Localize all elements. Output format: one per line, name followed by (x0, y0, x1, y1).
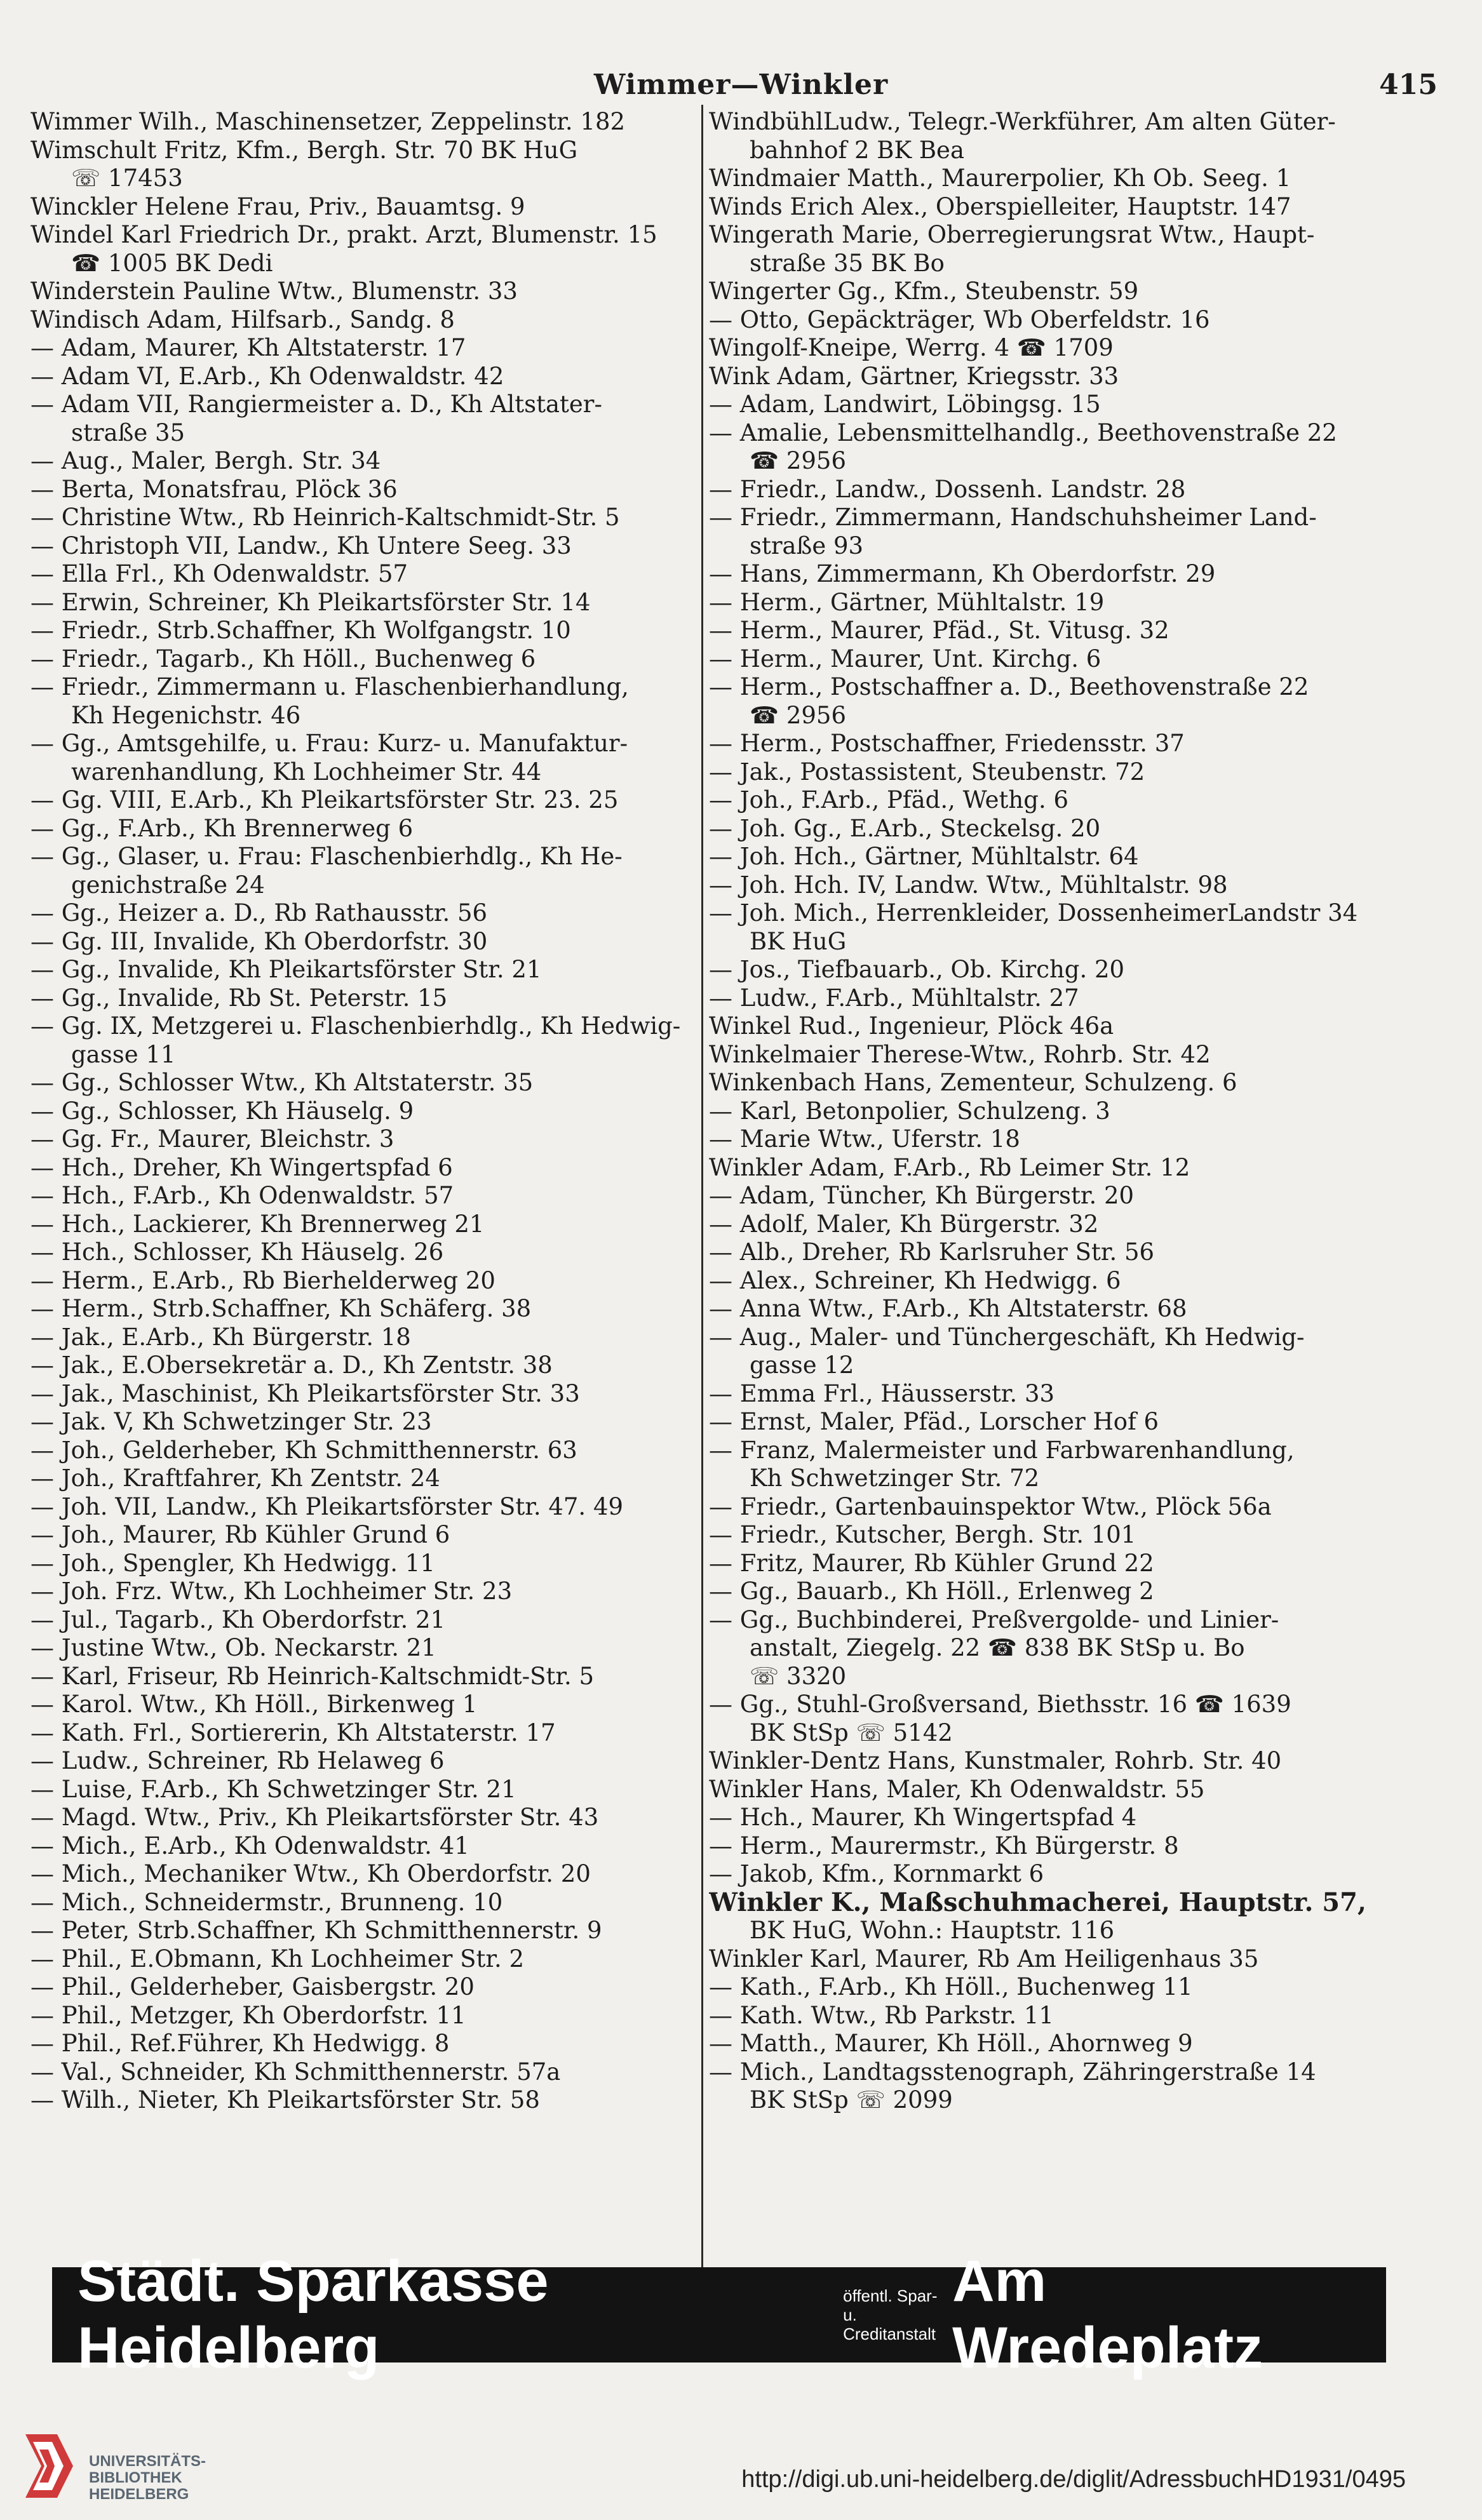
directory-entry: — Herm., Postschaffner, Friedensstr. 37 (709, 730, 1185, 757)
directory-entry: — Mich., Mechaniker Wtw., Kh Oberdorfstr. 20 (30, 1860, 591, 1887)
directory-entry: — Jak., E.Arb., Kh Bürgerstr. 18 (30, 1323, 411, 1351)
banner-small-line-1: öffentl. Spar- u. (843, 2286, 938, 2324)
directory-entry: — Gg., Amtsgehilfe, u. Frau: Kurz- u. Manufaktur- (30, 730, 628, 757)
directory-entry: gasse 11 (71, 1040, 176, 1068)
directory-entry: — Gg., F.Arb., Kh Brennerweg 6 (30, 814, 414, 842)
banner-address: Am Wredeplatz (952, 2249, 1263, 2380)
directory-entry: — Herm., Gärtner, Mühltalstr. 19 (709, 588, 1105, 616)
directory-entry: — Adam, Maurer, Kh Altstaterstr. 17 (30, 334, 466, 361)
directory-entry: — Gg., Invalide, Rb St. Peterstr. 15 (30, 984, 448, 1012)
directory-entry: — Gg., Stuhl-Großversand, Biethsstr. 16 ☎ 1639 (709, 1691, 1291, 1718)
directory-entry: — Wilh., Nieter, Kh Pleikartsförster Str. 58 (30, 2086, 540, 2114)
directory-entry: — Marie Wtw., Uferstr. 18 (709, 1125, 1020, 1153)
directory-entry: — Gg., Invalide, Kh Pleikartsförster Str. 21 (30, 956, 542, 983)
directory-entry: straße 93 (750, 532, 864, 560)
directory-entry: — Aug., Maler, Bergh. Str. 34 (30, 447, 381, 474)
directory-entry: — Hch., F.Arb., Kh Odenwaldstr. 57 (30, 1182, 454, 1209)
directory-entry: Wink Adam, Gärtner, Kriegsstr. 33 (709, 362, 1119, 390)
directory-entry: — Herm., Maurer, Unt. Kirchg. 6 (709, 645, 1101, 673)
directory-entry: — Jakob, Kfm., Kornmarkt 6 (709, 1860, 1044, 1887)
directory-entry: BK HuG (750, 927, 847, 955)
directory-entry: — Phil., E.Obmann, Kh Lochheimer Str. 2 (30, 1945, 525, 1973)
directory-entry: — Jos., Tiefbauarb., Ob. Kirchg. 20 (709, 956, 1125, 983)
directory-entry: — Gg., Schlosser, Kh Häuselg. 9 (30, 1097, 414, 1125)
directory-entry: Kh Schwetzinger Str. 72 (750, 1464, 1040, 1492)
directory-entry: — Karl, Betonpolier, Schulzeng. 3 (709, 1097, 1110, 1125)
directory-entry: — Magd. Wtw., Priv., Kh Pleikartsförster Str. 43 (30, 1804, 599, 1831)
directory-entry: — Friedr., Zimmermann u. Flaschenbierhandlung, (30, 673, 629, 700)
directory-entry: — Friedr., Gartenbauinspektor Wtw., Plöck 56a (709, 1492, 1272, 1520)
directory-entry: Wimschult Fritz, Kfm., Bergh. Str. 70 BK HuG (30, 136, 578, 164)
directory-entry: genichstraße 24 (71, 871, 265, 899)
directory-entry: Windisch Adam, Hilfsarb., Sandg. 8 (30, 305, 455, 333)
directory-entry: — Alex., Schreiner, Kh Hedwigg. 6 (709, 1266, 1121, 1294)
directory-entry: — Christoph VII, Landw., Kh Untere Seeg. 33 (30, 532, 572, 560)
directory-entry: straße 35 BK Bo (750, 249, 945, 277)
directory-entry: Wingolf-Kneipe, Werrg. 4 ☎ 1709 (709, 334, 1114, 361)
directory-entry: ☏ 3320 (750, 1662, 847, 1690)
directory-entry: — Gg. III, Invalide, Kh Oberdorfstr. 30 (30, 927, 488, 955)
directory-entry: — Hch., Lackierer, Kh Brennerweg 21 (30, 1210, 485, 1238)
directory-entry: Wingerath Marie, Oberregierungsrat Wtw., Haupt- (709, 221, 1315, 248)
directory-entry: — Otto, Gepäckträger, Wb Oberfeldstr. 16 (709, 305, 1210, 333)
directory-entry: Winkler Karl, Maurer, Rb Am Heiligenhaus 35 (709, 1945, 1259, 1973)
directory-entry: WindbühlLudw., Telegr.-Werkführer, Am alten Güter- (709, 108, 1336, 135)
directory-entry: — Gg., Glaser, u. Frau: Flaschenbierhdlg., Kh He- (30, 843, 623, 870)
directory-entry: — Christine Wtw., Rb Heinrich-Kaltschmidt-Str. 5 (30, 504, 620, 531)
directory-entry: — Matth., Maurer, Kh Höll., Ahornweg 9 (709, 2030, 1193, 2057)
directory-entry: — Joh., Spengler, Kh Hedwigg. 11 (30, 1549, 435, 1577)
directory-entry: — Joh. Hch. IV, Landw. Wtw., Mühltalstr. 98 (709, 871, 1228, 899)
directory-entry: warenhandlung, Kh Lochheimer Str. 44 (71, 758, 542, 786)
directory-entry: — Karl, Friseur, Rb Heinrich-Kaltschmidt-Str. 5 (30, 1662, 595, 1690)
directory-entry: — Herm., Maurer, Pfäd., St. Vitusg. 32 (709, 617, 1169, 644)
directory-entry: — Kath. Frl., Sortiererin, Kh Altstaterstr. 17 (30, 1719, 556, 1746)
directory-entry: — Emma Frl., Häusserstr. 33 (709, 1379, 1055, 1407)
directory-entry: — Friedr., Zimmermann, Handschuhsheimer Land- (709, 504, 1317, 531)
directory-entry: bahnhof 2 BK Bea (750, 136, 965, 164)
directory-entry: — Fritz, Maurer, Rb Kühler Grund 22 (709, 1549, 1154, 1577)
directory-entry: — Adam VI, E.Arb., Kh Odenwaldstr. 42 (30, 362, 504, 390)
directory-entry: — Kath., F.Arb., Kh Höll., Buchenweg 11 (709, 1973, 1193, 2001)
directory-entry: — Friedr., Strb.Schaffner, Kh Wolfgangstr. 10 (30, 617, 571, 644)
directory-entry: — Gg., Bauarb., Kh Höll., Erlenweg 2 (709, 1578, 1154, 1605)
banner-name: Städt. Sparkasse Heidelberg (77, 2249, 549, 2380)
directory-entry: — Jak., Maschinist, Kh Pleikartsförster Str. 33 (30, 1379, 580, 1407)
library-emblem-icon (19, 2428, 83, 2504)
directory-entry: — Gg., Schlosser Wtw., Kh Altstaterstr. 35 (30, 1069, 534, 1096)
directory-entry: Winkler Hans, Maler, Kh Odenwaldstr. 55 (709, 1775, 1205, 1803)
directory-entry: — Adam VII, Rangiermeister a. D., Kh Altstater- (30, 391, 602, 418)
directory-entry: — Adam, Tüncher, Kh Bürgerstr. 20 (709, 1182, 1135, 1209)
directory-entry: ☎ 1005 BK Dedi (71, 249, 273, 277)
directory-entry: straße 35 (71, 419, 185, 446)
directory-entry: — Phil., Metzger, Kh Oberdorfstr. 11 (30, 2001, 466, 2029)
directory-entry: Winkler-Dentz Hans, Kunstmaler, Rohrb. Str. 40 (709, 1747, 1282, 1774)
directory-entry: Windmaier Matth., Maurerpolier, Kh Ob. Seeg. 1 (709, 164, 1291, 192)
directory-entry: — Ella Frl., Kh Odenwaldstr. 57 (30, 560, 408, 587)
column-divider (701, 105, 703, 2302)
directory-entry: — Luise, F.Arb., Kh Schwetzinger Str. 21 (30, 1775, 516, 1803)
directory-entry: — Gg., Heizer a. D., Rb Rathausstr. 56 (30, 899, 488, 927)
directory-entry: — Adolf, Maler, Kh Bürgerstr. 32 (709, 1210, 1099, 1238)
directory-entry: — Erwin, Schreiner, Kh Pleikartsförster Str. 14 (30, 588, 591, 616)
directory-entry: — Jak., E.Obersekretär a. D., Kh Zentstr. 38 (30, 1351, 553, 1379)
directory-entry: Winckler Helene Frau, Priv., Bauamtsg. 9 (30, 192, 525, 220)
footer (0, 2416, 1482, 2520)
directory-entry: — Kath. Wtw., Rb Parkstr. 11 (709, 2001, 1054, 2029)
directory-entry: — Herm., E.Arb., Rb Bierhelderweg 20 (30, 1266, 495, 1294)
directory-entry: — Joh. Mich., Herrenkleider, DossenheimerLandstr 34 (709, 899, 1358, 927)
logo-text (89, 2453, 206, 2503)
directory-entry: — Alb., Dreher, Rb Karlsruher Str. 56 (709, 1238, 1155, 1266)
directory-entry: — Joh., F.Arb., Pfäd., Wethg. 6 (709, 786, 1069, 814)
logo-line-2: BIBLIOTHEK (89, 2469, 182, 2486)
page-number: 415 (1379, 69, 1438, 101)
directory-entry: — Joh., Gelderheber, Kh Schmitthennerstr. 63 (30, 1436, 577, 1464)
page-title: Wimmer—Winkler (593, 69, 889, 101)
directory-entry: — Ludw., Schreiner, Rb Helaweg 6 (30, 1747, 445, 1774)
directory-entry: gasse 12 (750, 1351, 854, 1379)
directory-entry: — Gg., Buchbinderei, Preßvergolde- und Linier- (709, 1605, 1279, 1633)
banner-small-line-2: Creditanstalt (843, 2324, 936, 2343)
advertisement-banner (52, 2249, 1386, 2380)
directory-entry: — Gg. VIII, E.Arb., Kh Pleikartsförster Str. 23. 25 (30, 786, 619, 814)
source-url[interactable]: http://digi.ub.uni-heidelberg.de/diglit/AdressbuchHD1931/0495 (741, 2466, 1406, 2493)
directory-entry: — Hch., Dreher, Kh Wingertspfad 6 (30, 1153, 453, 1181)
directory-entry: — Karol. Wtw., Kh Höll., Birkenweg 1 (30, 1691, 478, 1718)
directory-entry: — Phil., Gelderheber, Gaisbergstr. 20 (30, 1973, 475, 2001)
directory-entry: — Friedr., Landw., Dossenh. Landstr. 28 (709, 475, 1186, 503)
left-column (30, 108, 697, 2115)
directory-entry: — Peter, Strb.Schaffner, Kh Schmitthennerstr. 9 (30, 1917, 602, 1944)
page-header (32, 64, 1450, 108)
directory-entry: Winkel Rud., Ingenieur, Plöck 46a (709, 1012, 1114, 1040)
directory-entry: — Mich., Landtagsstenograph, Zähringerstraße 14 (709, 2058, 1316, 2086)
directory-entry: — Joh. Frz. Wtw., Kh Lochheimer Str. 23 (30, 1578, 513, 1605)
directory-entry: — Joh. Gg., E.Arb., Steckelsg. 20 (709, 814, 1101, 842)
directory-entry: — Anna Wtw., F.Arb., Kh Altstaterstr. 68 (709, 1295, 1187, 1322)
directory-entry: Wingerter Gg., Kfm., Steubenstr. 59 (709, 278, 1139, 305)
directory-entry: Kh Hegenichstr. 46 (71, 701, 301, 729)
directory-entry: — Friedr., Kutscher, Bergh. Str. 101 (709, 1521, 1136, 1548)
directory-entry: — Herm., Strb.Schaffner, Kh Schäferg. 38 (30, 1295, 532, 1322)
directory-entry: — Joh. Hch., Gärtner, Mühltalstr. 64 (709, 843, 1139, 870)
directory-entry: — Franz, Malermeister und Farbwarenhandlung, (709, 1436, 1295, 1464)
directory-entry: — Berta, Monatsfrau, Plöck 36 (30, 475, 398, 503)
directory-entry: — Friedr., Tagarb., Kh Höll., Buchenweg 6 (30, 645, 536, 673)
directory-entry: — Ernst, Maler, Pfäd., Lorscher Hof 6 (709, 1408, 1159, 1435)
directory-entry: — Joh. VII, Landw., Kh Pleikartsförster Str. 47. 49 (30, 1492, 624, 1520)
directory-entry: — Jak. V, Kh Schwetzinger Str. 23 (30, 1408, 432, 1435)
directory-entry: Winds Erich Alex., Oberspielleiter, Hauptstr. 147 (709, 192, 1291, 220)
directory-entry: BK StSp ☏ 5142 (750, 1719, 953, 1746)
directory-entry: — Joh., Maurer, Rb Kühler Grund 6 (30, 1521, 450, 1548)
directory-entry: — Mich., Schneidermstr., Brunneng. 10 (30, 1888, 503, 1916)
directory-entry: ☎ 2956 (750, 447, 847, 474)
directory-entry: Wimmer Wilh., Maschinensetzer, Zeppelinstr. 182 (30, 108, 626, 135)
banner-subtitle (843, 2286, 952, 2343)
directory-entry: Winkler Adam, F.Arb., Rb Leimer Str. 12 (709, 1153, 1190, 1181)
right-column (709, 108, 1439, 2115)
directory-entry: — Aug., Maler- und Tünchergeschäft, Kh Hedwig- (709, 1323, 1305, 1351)
directory-entry: Windel Karl Friedrich Dr., prakt. Arzt, Blumenstr. 15 (30, 221, 657, 248)
directory-entry: ☏ 17453 (71, 164, 183, 192)
directory-entry: — Gg. IX, Metzgerei u. Flaschenbierhdlg., Kh Hedwig- (30, 1012, 681, 1040)
directory-entry: — Mich., E.Arb., Kh Odenwaldstr. 41 (30, 1832, 469, 1860)
directory-entry: — Joh., Kraftfahrer, Kh Zentstr. 24 (30, 1464, 440, 1492)
directory-entry: — Jak., Postassistent, Steubenstr. 72 (709, 758, 1145, 786)
directory-entry: — Adam, Landwirt, Löbingsg. 15 (709, 391, 1101, 418)
directory-entry: BK HuG, Wohn.: Hauptstr. 116 (750, 1917, 1115, 1944)
directory-entry: — Herm., Postschaffner a. D., Beethovenstraße 22 (709, 673, 1309, 700)
directory-entry: Winderstein Pauline Wtw., Blumenstr. 33 (30, 278, 518, 305)
directory-entry: — Ludw., F.Arb., Mühltalstr. 27 (709, 984, 1079, 1012)
logo-line-1: UNIVERSITÄTS- (89, 2453, 206, 2470)
directory-entry: — Val., Schneider, Kh Schmitthennerstr. 57a (30, 2058, 561, 2086)
directory-entry: Winkenbach Hans, Zementeur, Schulzeng. 6 (709, 1069, 1237, 1096)
directory-entry: — Justine Wtw., Ob. Neckarstr. 21 (30, 1634, 436, 1661)
directory-entry: — Hch., Schlosser, Kh Häuselg. 26 (30, 1238, 444, 1266)
directory-entry: Winkler K., Maßschuhmacherei, Hauptstr. 57, (709, 1888, 1366, 1917)
directory-entry: Winkelmaier Therese-Wtw., Rohrb. Str. 42 (709, 1040, 1211, 1068)
directory-entry: BK StSp ☏ 2099 (750, 2086, 953, 2114)
directory-entry: — Herm., Maurermstr., Kh Bürgerstr. 8 (709, 1832, 1179, 1860)
directory-entry: — Gg. Fr., Maurer, Bleichstr. 3 (30, 1125, 394, 1153)
library-logo (19, 2428, 210, 2504)
directory-entry: — Amalie, Lebensmittelhandlg., Beethovenstraße 22 (709, 419, 1337, 446)
directory-entry: — Hch., Maurer, Kh Wingertspfad 4 (709, 1804, 1137, 1831)
logo-line-3: HEIDELBERG (89, 2486, 189, 2503)
directory-entry: — Jul., Tagarb., Kh Oberdorfstr. 21 (30, 1605, 446, 1633)
directory-entry: anstalt, Ziegelg. 22 ☎ 838 BK StSp u. Bo (750, 1634, 1245, 1661)
directory-entry: — Phil., Ref.Führer, Kh Hedwigg. 8 (30, 2030, 450, 2057)
directory-entry: — Hans, Zimmermann, Kh Oberdorfstr. 29 (709, 560, 1216, 587)
directory-entry: ☎ 2956 (750, 701, 847, 729)
